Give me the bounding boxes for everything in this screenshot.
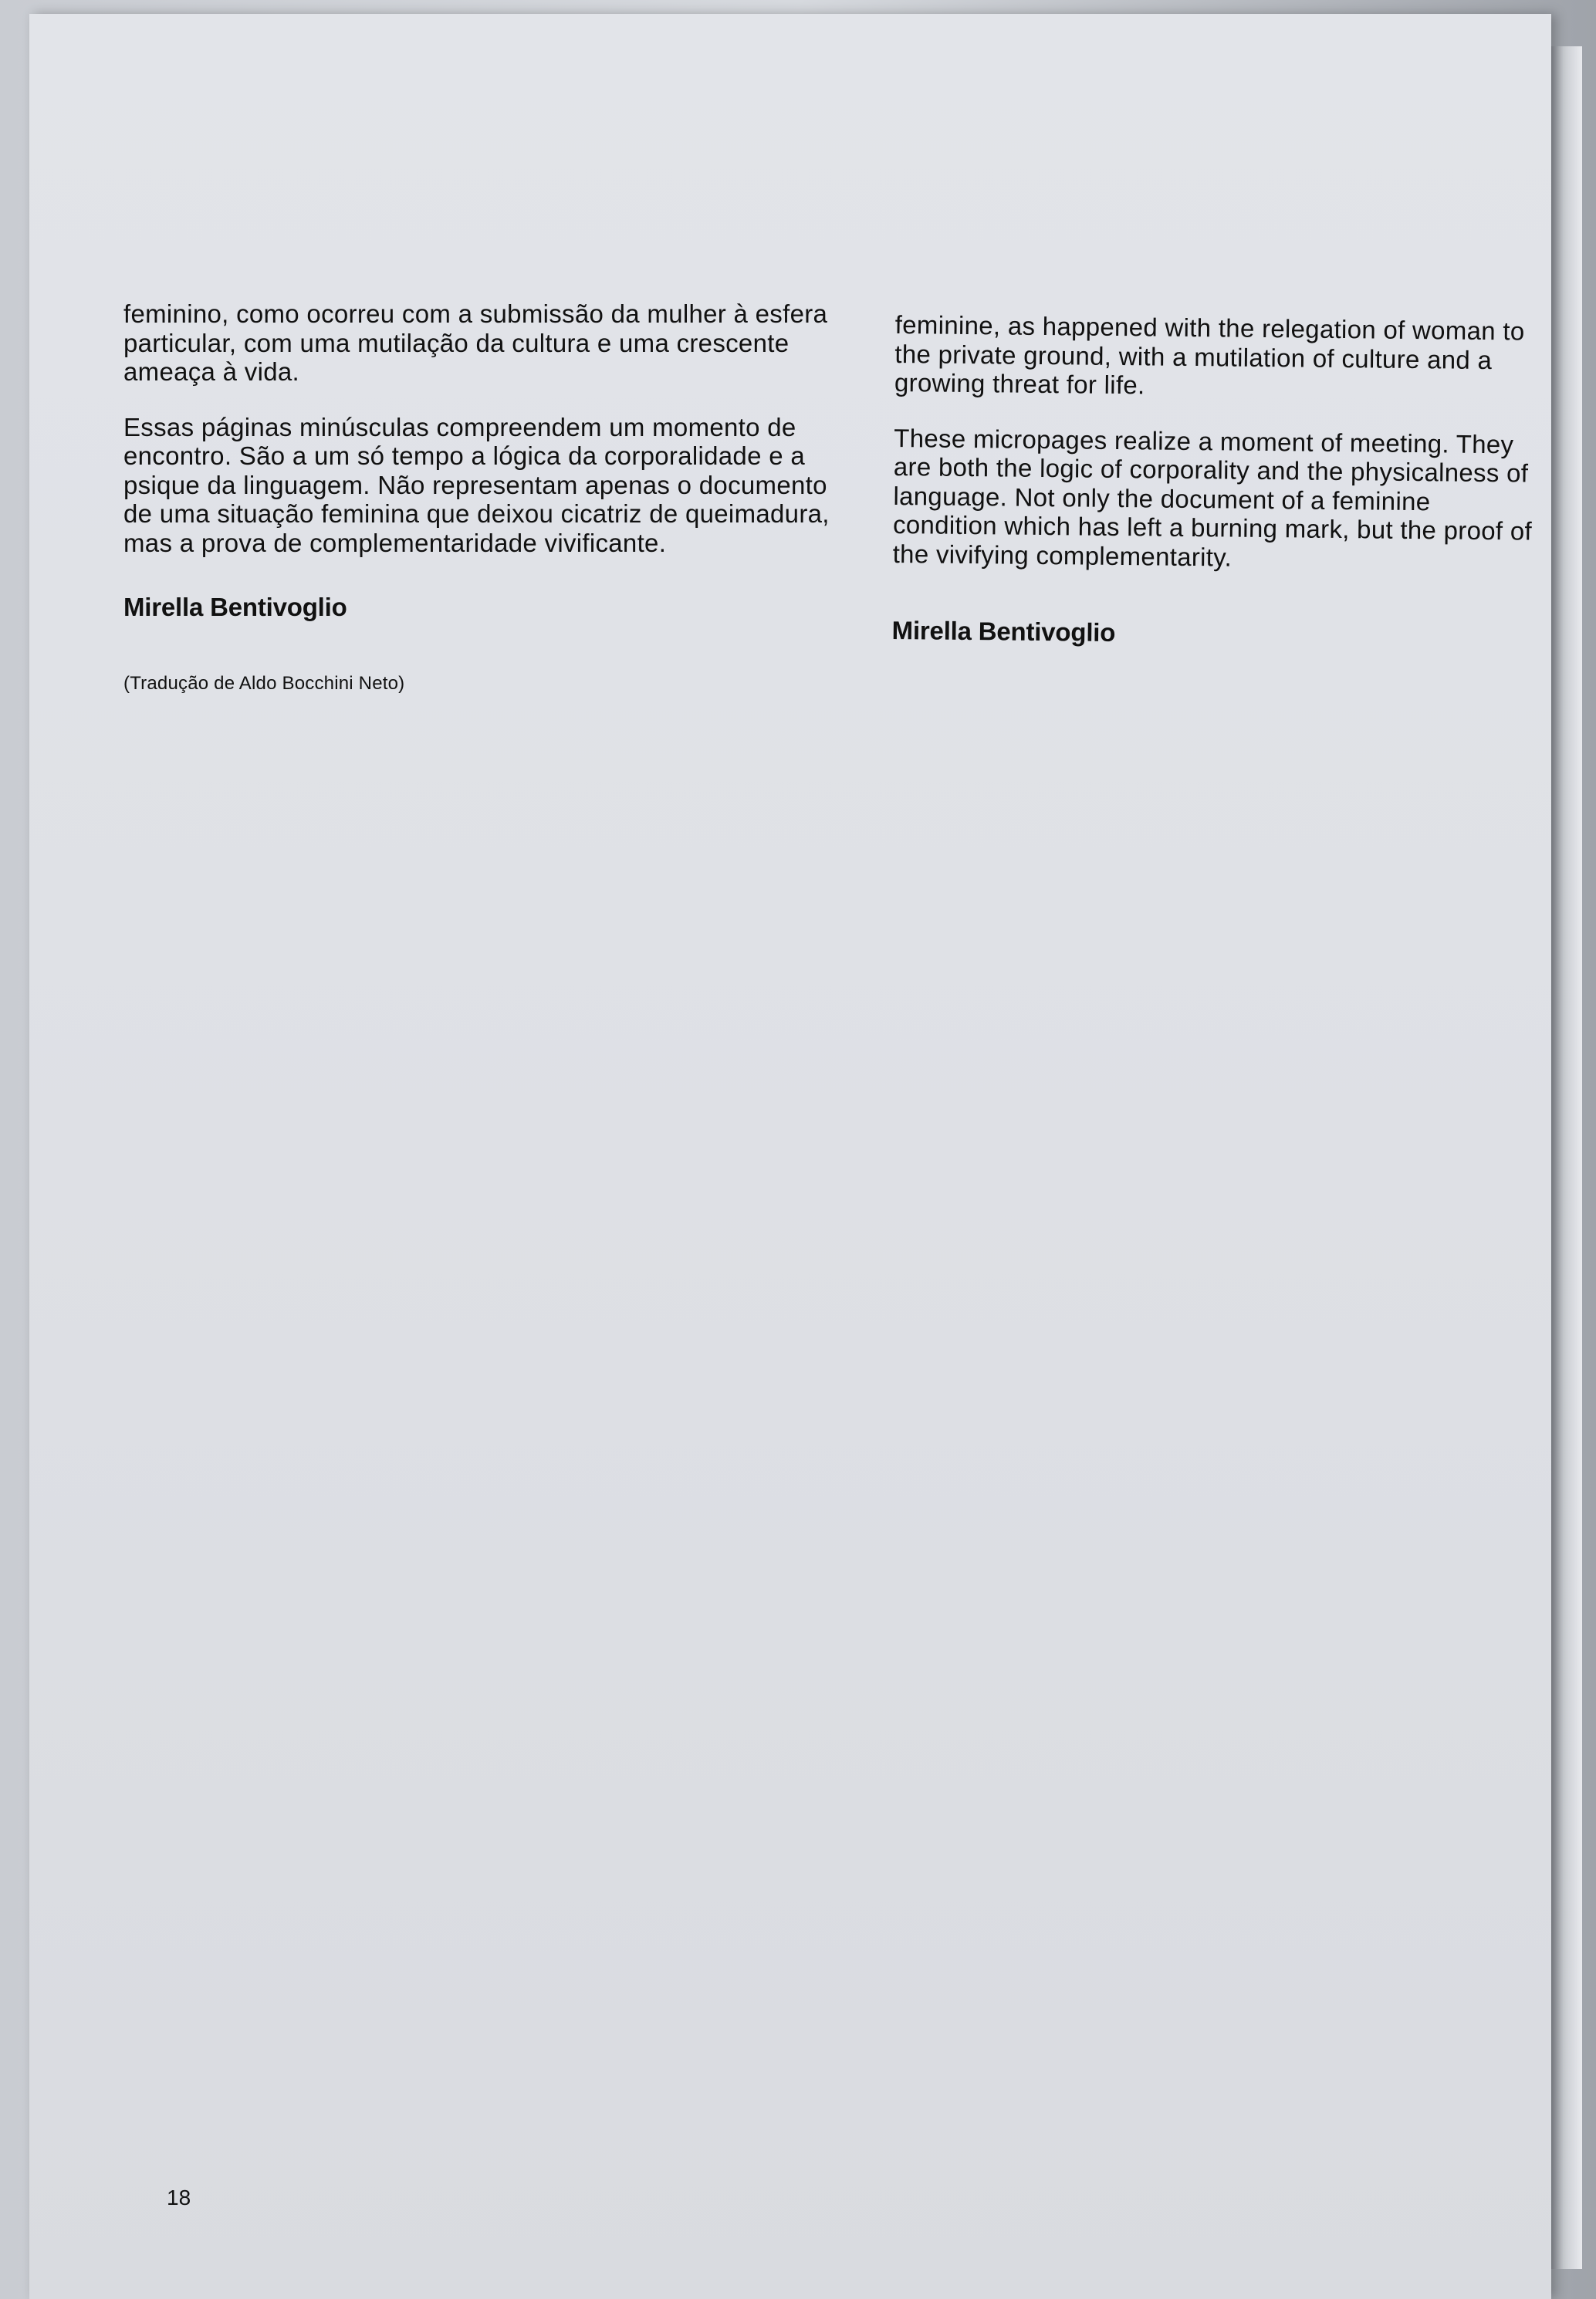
en-author: Mirella Bentivoglio	[891, 615, 1116, 647]
pt-paragraph-2: Essas páginas minúsculas compreendem um momento de encontro. São a um só tempo a lógica da corporalidade e a psique da linguagem. Não representam apenas o documento de uma situação feminina que deixou cicatriz de queimadura, mas a prova de complementaridade vivificante.	[123, 412, 830, 557]
page-number: 18	[167, 2186, 191, 2209]
english-column	[891, 310, 1543, 652]
next-page-edge	[1551, 46, 1582, 2269]
pt-author: Mirella Bentivoglio	[123, 593, 347, 621]
translation-credit: (Tradução de Aldo Bocchini Neto)	[123, 673, 405, 694]
pt-paragraph-1: feminino, como ocorreu com a submissão da mulher à esfera particular, com uma mutilação da cultura e uma crescente ameaça à vida.	[123, 299, 828, 386]
en-paragraph-2: These micropages realize a moment of meeting. They are both the logic of corporality and the physicalness of language. Not only the document of a feminine condition which has left a burning mark, but the proof of the vivifying complementarity.	[892, 423, 1533, 572]
en-paragraph-1: feminine, as happened with the relegation of woman to the private ground, with a mutilation of culture and a growing threat for life.	[894, 310, 1525, 400]
portuguese-column	[123, 299, 834, 695]
